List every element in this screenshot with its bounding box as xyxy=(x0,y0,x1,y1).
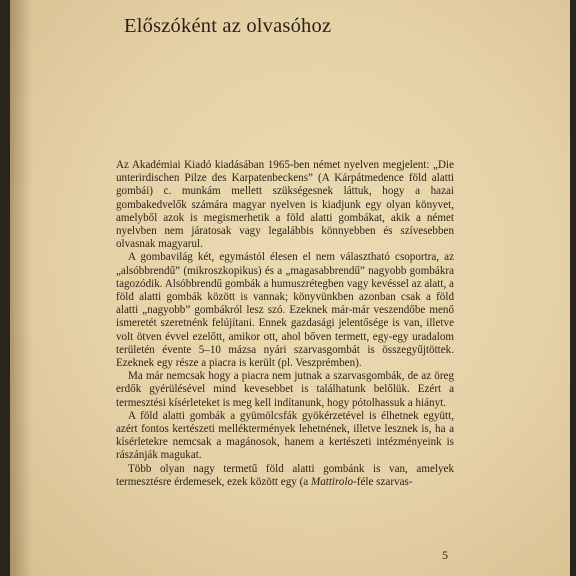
paragraph-3: Ma már nemcsak hogy a piacra nem jutnak a szarvasgombák, de az öreg erdők gyérülésével mind kevesebbet is találhatunk belőlük. Ezért a termesztési kísérleteket is meg kell indítanunk, hogy pótolhassuk a hiányt. xyxy=(116,370,454,409)
paragraph-5 xyxy=(116,463,454,489)
body-text xyxy=(116,159,454,489)
italic-genus-name: Mattirolo xyxy=(310,475,354,488)
paragraph-1: Az Akadémiai Kiadó kiadásában 1965-ben német nyelven megjelent: „Die unterirdischen Pilze des Karpatenbeckens” (A Kárpátmedence föld alatti gombái) c. munkám mellett szükségesnek láttuk, hogy a hazai gombakedvelők számára magyar nyelven is kiadjunk egy olyan könyvet, amelyből azok is megismerhetik a föld alatti gombákat, akik a német nyelvben nem járatosak vagy legalábbis könnyebben és szívesebben olvasnak magyarul. xyxy=(116,159,454,251)
paragraph-2: A gombavilág két, egymástól élesen el nem választható csoportra, az „alsóbbrendű” (mikroszkopikus) és a „magasabbrendű” nagyobb gombákra tagozódik. Alsóbbrendű gombák a humuszrétegben vagy kevéssel az alatt, a föld alatti gombák között is vannak; könyvünkben azonban csak a föld alatti „nagyobb” gombákról lesz szó. Ezeknek már-már veszendőbe menő ismeretét szeretnénk felújítani. Ennek gazdasági jelentősége is van, illetve volt ötven évvel ezelőtt, amikor ott, ahol bőven termett, egy-egy uradalom területén évente 5–10 mázsa nyári szarvasgombát is összegyűjtöttek. Ezeknek egy része a piacra is került (pl. Veszprémben). xyxy=(116,251,454,370)
paragraph-4: A föld alatti gombák a gyümölcsfák gyökérzetével is élhetnek együtt, azért fontos kertészeti melléktermények lehetnének, illetve lesznek is, ha a kísérletekre nemcsak a magánosok, hanem a kertészeti intézményeink is rászánják magukat. xyxy=(116,409,454,462)
page-number: 5 xyxy=(442,548,448,562)
paragraph-5-text: Több olyan nagy termetű föld alatti gombánk is van, amelyek termesztésre érdemesek, ezek között egy (a xyxy=(116,462,454,488)
chapter-title: Előszóként az olvasóhoz xyxy=(124,15,332,37)
book-page xyxy=(10,0,570,576)
paragraph-5-tail: -féle szarvas- xyxy=(353,475,413,488)
